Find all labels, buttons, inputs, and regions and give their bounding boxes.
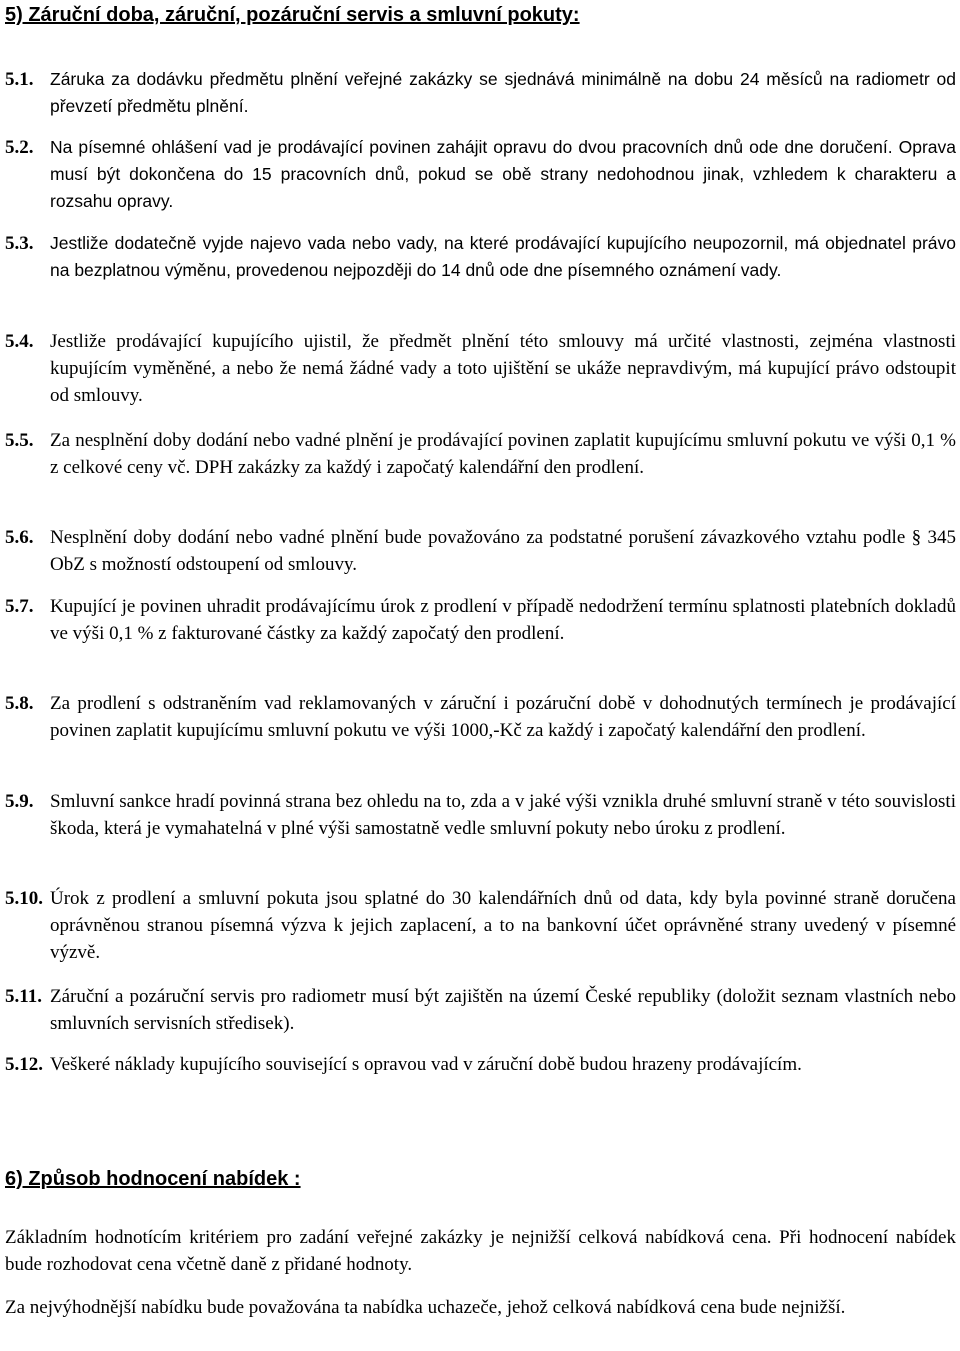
clause-number: 5.5.	[5, 430, 34, 451]
clause-number: 5.7.	[5, 596, 34, 617]
clause-5-7	[5, 593, 956, 647]
clause-number: 5.4.	[5, 331, 34, 352]
clause-number: 5.12.	[5, 1054, 43, 1075]
clause-5-11	[5, 983, 956, 1037]
clause-number: 5.11.	[5, 986, 42, 1007]
clause-5-10	[5, 885, 956, 966]
clause-5-2	[5, 134, 956, 215]
clause-number: 5.10.	[5, 888, 43, 909]
clause-text: Smluvní sankce hradí povinná strana bez ohledu na to, zda a v jaké výši vznikla druhé smluvní straně v této souvislosti škoda, která je vymahatelná v plné výši samostatně vedle smluvní pokuty nebo úroku z prodlení.	[50, 791, 956, 839]
clause-text: Za prodlení s odstraněním vad reklamovaných v záruční i pozáruční době v dohodnutých termínech je prodávající povinen zaplatit kupujícímu smluvní pokutu ve výši 1000,-Kč za každý i započatý kalendářní den prodlení.	[50, 693, 956, 741]
clause-number: 5.1.	[5, 69, 34, 90]
clause-text: Na písemné ohlášení vad je prodávající povinen zahájit opravu do dvou pracovních dnů ode dne doručení. Oprava musí být dokončena do 15 pracovních dnů, pokud se obě strany nedohodnou jinak, vzhledem k charakteru a rozsahu opravy.	[50, 137, 956, 211]
clause-number: 5.2.	[5, 137, 34, 158]
section-6-paragraph: Základním hodnotícím kritériem pro zadání veřejné zakázky je nejnižší celková nabídková cena. Při hodnocení nabídek bude rozhodovat cena včetně daně z přidané hodnoty.	[5, 1227, 956, 1275]
clause-text: Nesplnění doby dodání nebo vadné plnění bude považováno za podstatné porušení závazkového vztahu podle § 345 ObZ s možností odstoupení od smlouvy.	[50, 527, 956, 575]
clause-text: Kupující je povinen uhradit prodávajícímu úrok z prodlení v případě nedodržení termínu splatnosti platebních dokladů ve výši 0,1 % z fakturované částky za každý započatý den prodlení.	[50, 596, 956, 644]
clause-text: Veškeré náklady kupujícího související s opravou vad v záruční době budou hrazeny prodávajícím.	[50, 1054, 802, 1075]
section-5-heading: 5) Záruční doba, záruční, pozáruční servis a smluvní pokuty:	[5, 4, 580, 26]
clause-number: 5.9.	[5, 791, 34, 812]
clause-5-1	[5, 66, 956, 120]
clause-number: 5.6.	[5, 527, 34, 548]
clause-text: Jestliže prodávající kupujícího ujistil, že předmět plnění této smlouvy má určité vlastnosti, zejména vlastnosti kupujícím vyměněné, a nebo že nemá žádné vady a toto ujištění se ukáže nepravdivým, má kupující právo odstoupit od smlouvy.	[50, 331, 956, 406]
clause-5-6	[5, 524, 956, 578]
clause-number: 5.3.	[5, 233, 34, 254]
clause-text: Záruka za dodávku předmětu plnění veřejné zakázky se sjednává minimálně na dobu 24 měsíců na radiometr od převzetí předmětu plnění.	[50, 69, 956, 116]
clause-text: Úrok z prodlení a smluvní pokuta jsou splatné do 30 kalendářních dnů od data, kdy byla povinné straně doručena oprávněnou stranou písemná výzva k jejich zaplacení, a to na bankovní účet oprávněné strany uvedený v písemné výzvě.	[50, 888, 956, 963]
clause-5-4	[5, 328, 956, 409]
clause-5-9	[5, 788, 956, 842]
clause-text: Záruční a pozáruční servis pro radiometr musí být zajištěn na území České republiky (doložit seznam vlastních nebo smluvních servisních středisek).	[50, 986, 956, 1034]
clause-number: 5.8.	[5, 693, 34, 714]
clause-5-5	[5, 427, 956, 481]
clause-text: Jestliže dodatečně vyjde najevo vada nebo vady, na které prodávající kupujícího neupozornil, má objednatel právo na bezplatnou výměnu, provedenou nejpozději do 14 dnů ode dne písemného oznámení vady.	[50, 233, 956, 280]
section-6-paragraph: Za nejvýhodnější nabídku bude považována ta nabídka uchazeče, jehož celková nabídková cena bude nejnižší.	[5, 1297, 846, 1318]
clause-5-12	[5, 1051, 956, 1078]
clause-5-3	[5, 230, 956, 284]
clause-text: Za nesplnění doby dodání nebo vadné plnění je prodávající povinen zaplatit kupujícímu smluvní pokutu ve výši 0,1 % z celkové ceny vč. DPH zakázky za každý i započatý kalendářní den prodlení.	[50, 430, 956, 478]
clause-5-8	[5, 690, 956, 744]
section-6-heading: 6) Způsob hodnocení nabídek :	[5, 1168, 301, 1190]
